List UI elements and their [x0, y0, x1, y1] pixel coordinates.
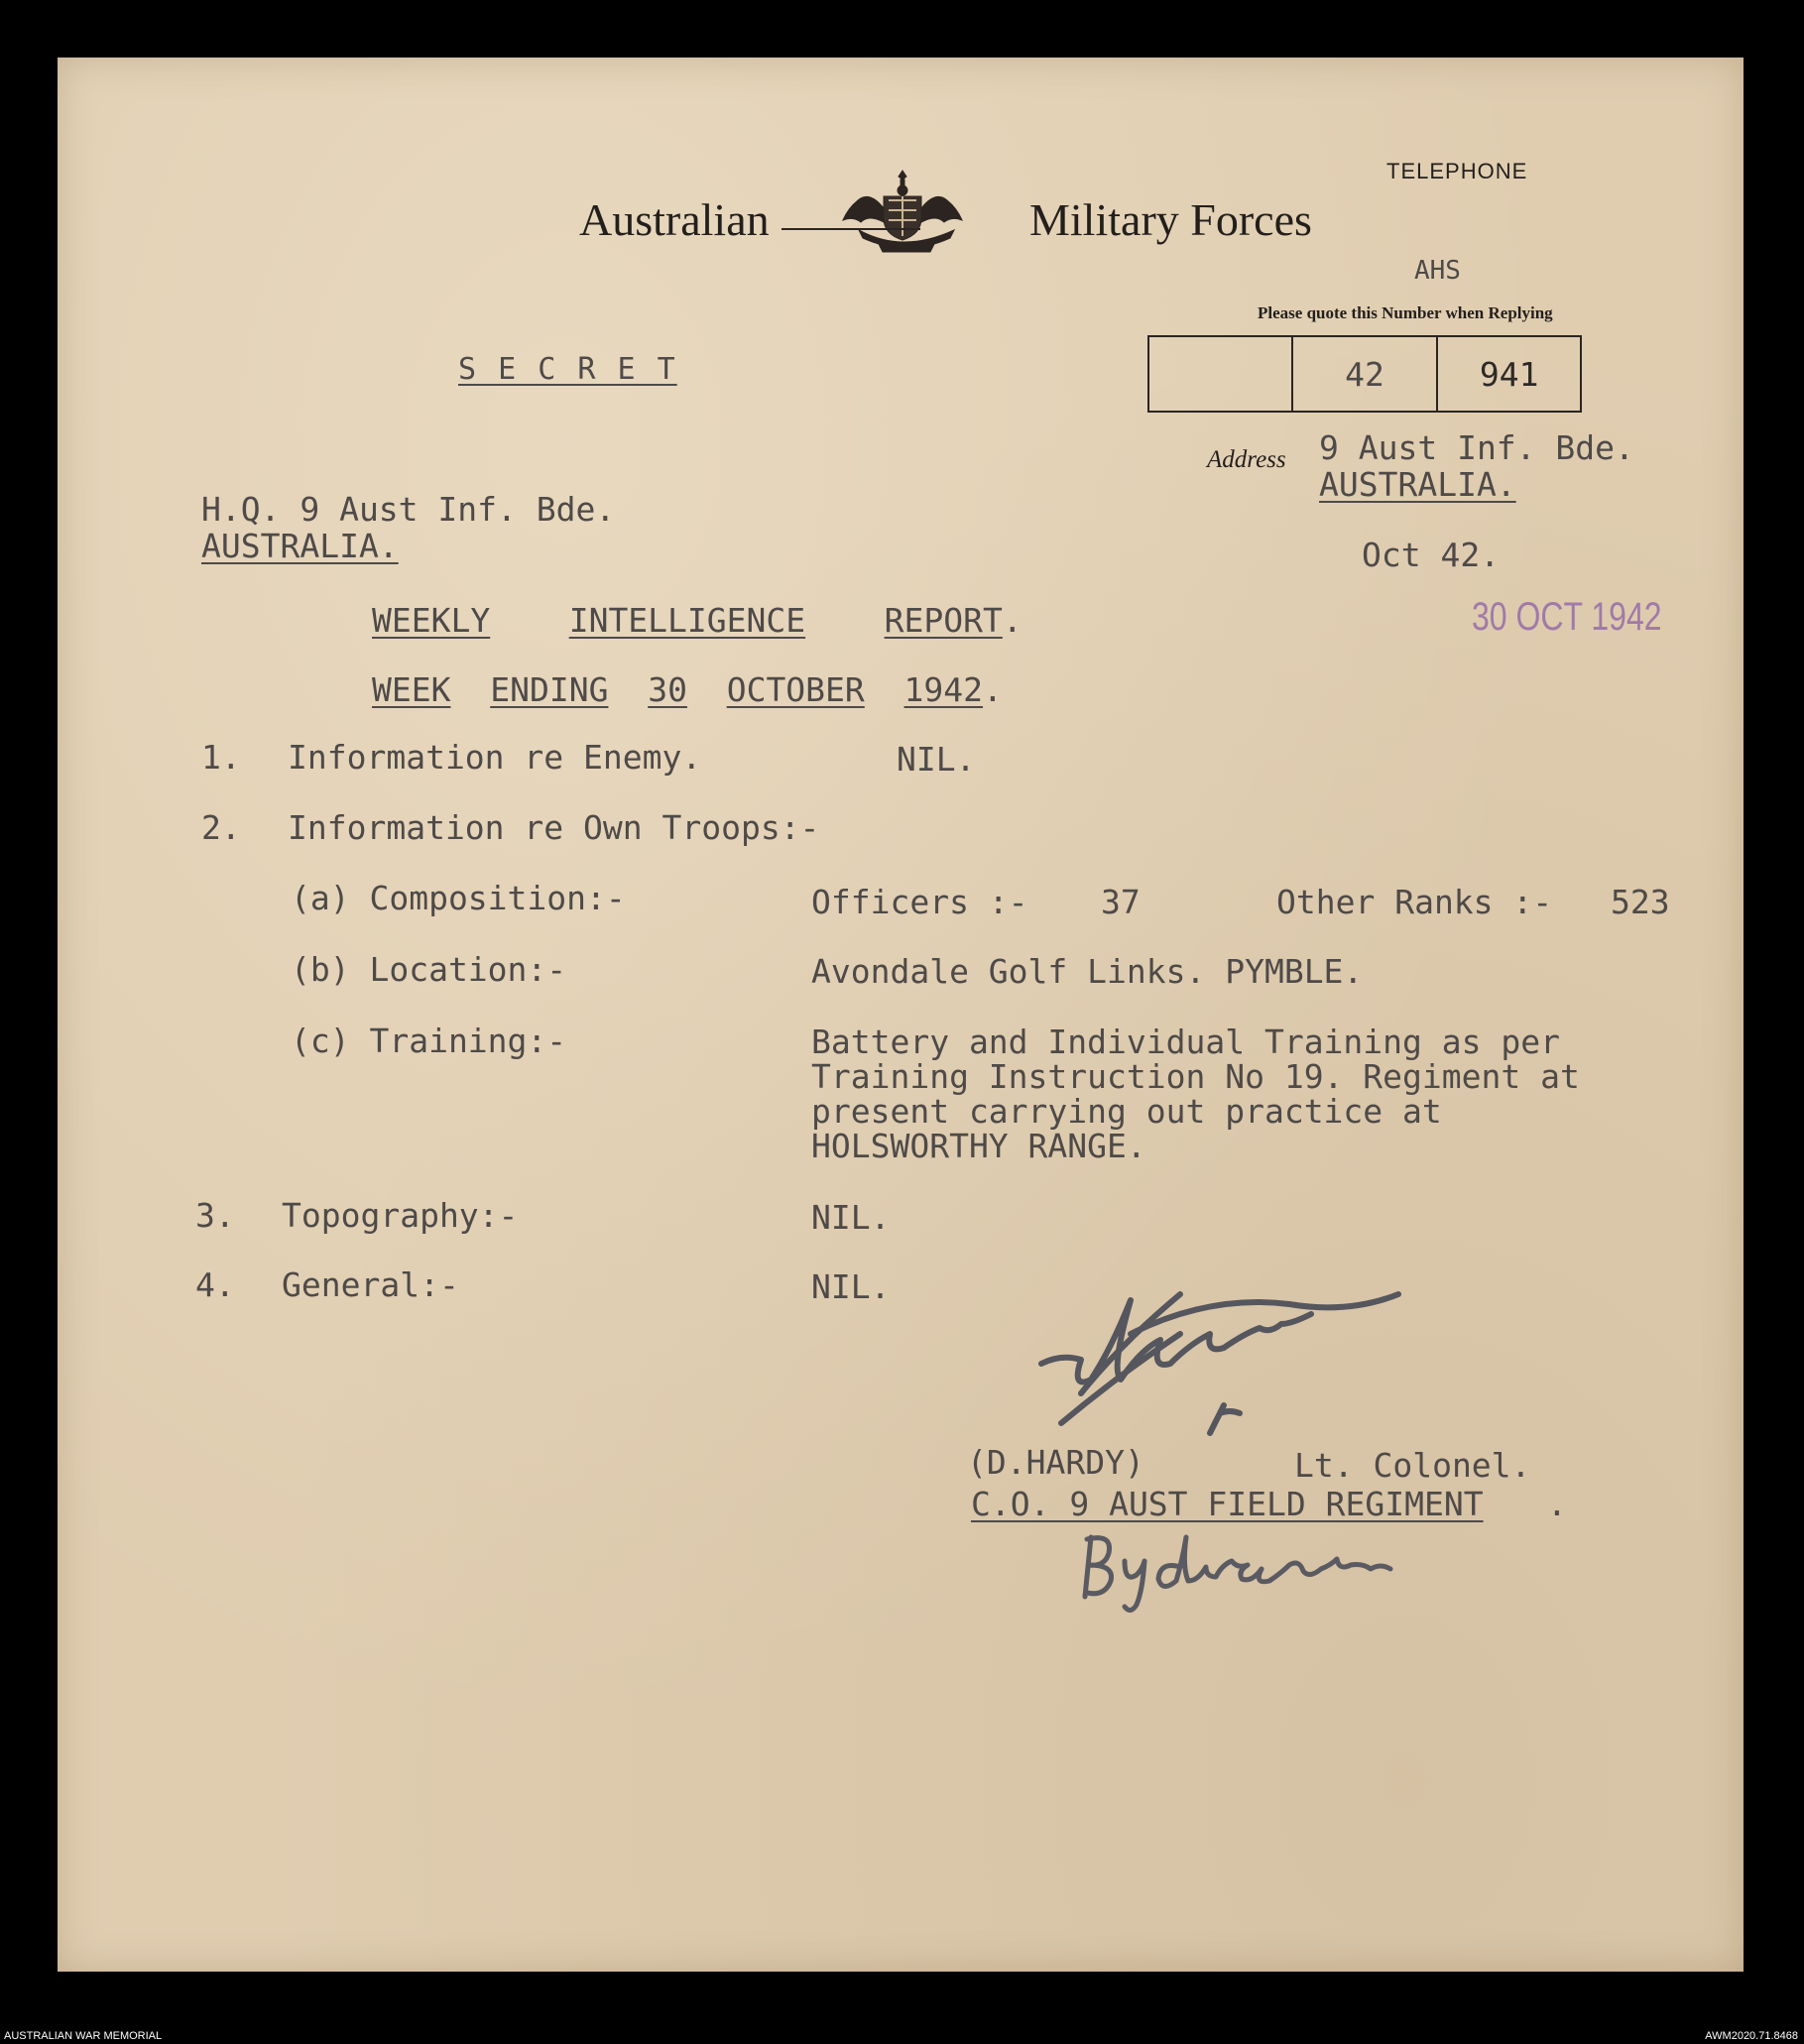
coat-of-arms-icon	[839, 169, 974, 260]
item-3-value: NIL.	[811, 1198, 891, 1237]
training-text	[811, 1024, 1580, 1163]
composition-label: (a) Composition:-	[291, 879, 626, 917]
reference-cell-2: 42	[1291, 337, 1437, 411]
report-period-word-1: WEEK	[372, 670, 451, 709]
footer-left: AUSTRALIAN WAR MEMORIAL	[4, 2030, 163, 2042]
report-title-word-2: INTELLIGENCE	[568, 601, 806, 640]
classification: S E C R E T	[458, 352, 677, 387]
report-title-word-1: WEEKLY	[372, 601, 491, 640]
report-title-word-3: REPORT	[884, 601, 1003, 640]
item-3-label: Topography:-	[282, 1196, 519, 1235]
report-period-word-3: 30	[648, 670, 687, 709]
reference-cell-1	[1149, 337, 1291, 411]
address-date: Oct 42.	[1362, 536, 1501, 574]
signature-scribble	[1022, 1274, 1438, 1453]
letterhead-right: Military Forces	[1029, 194, 1312, 245]
officers-label: Officers :-	[811, 883, 1028, 921]
training-line-1: Battery and Individual Training as per	[811, 1022, 1560, 1061]
letterhead-rule	[782, 228, 920, 230]
report-period-word-4: OCTOBER	[726, 670, 865, 709]
location-value: Avondale Golf Links. PYMBLE.	[811, 952, 1364, 991]
item-1-label: Information re Enemy.	[288, 738, 702, 777]
telephone-label: TELEPHONE	[1386, 159, 1528, 183]
signatory-position: C.O. 9 AUST FIELD REGIMENT	[971, 1485, 1484, 1523]
signatory-name: (D.HARDY)	[967, 1443, 1144, 1482]
other-ranks-label: Other Ranks :-	[1276, 883, 1553, 921]
officers-value: 37	[1101, 883, 1141, 921]
location-label: (b) Location:-	[291, 950, 567, 989]
handwritten-note	[1061, 1527, 1478, 1617]
signatory-rank: Lt. Colonel.	[1294, 1446, 1531, 1485]
address-line1: 9 Aust Inf. Bde.	[1319, 428, 1634, 467]
training-line-2: Training Instruction No 19. Regiment at	[811, 1057, 1580, 1096]
telephone-value: AHS	[1414, 256, 1461, 286]
training-line-3: present carrying out practice at	[811, 1092, 1442, 1131]
report-period-word-2: ENDING	[490, 670, 609, 709]
address-label: Address	[1207, 446, 1286, 473]
signatory-position-end: .	[1547, 1485, 1567, 1523]
reference-number-box	[1147, 335, 1582, 413]
footer-right: AWM2020.71.8468	[1705, 2030, 1798, 2042]
report-period: WEEK ENDING 30 OCTOBER 1942.	[372, 670, 1003, 709]
recipient-line2: AUSTRALIA.	[201, 527, 399, 565]
reference-prompt: Please quote this Number when Replying	[1258, 303, 1553, 322]
report-period-word-5: 1942	[903, 670, 984, 709]
letterhead-left: Australian	[579, 194, 770, 245]
item-4-value: NIL.	[811, 1267, 891, 1306]
item-2-label: Information re Own Troops:-	[288, 808, 820, 847]
address-line2: AUSTRALIA.	[1319, 465, 1516, 504]
other-ranks-value: 523	[1611, 883, 1670, 921]
training-label: (c) Training:-	[291, 1022, 567, 1060]
item-2-number: 2.	[201, 808, 241, 847]
recipient-line1: H.Q. 9 Aust Inf. Bde.	[201, 490, 616, 529]
report-title: WEEKLY INTELLIGENCE REPORT.	[372, 601, 1022, 640]
item-3-number: 3.	[195, 1196, 235, 1235]
item-4-label: General:-	[282, 1265, 459, 1304]
reference-cell-3: 941	[1436, 337, 1580, 411]
item-1-number: 1.	[201, 738, 241, 777]
training-line-4: HOLSWORTHY RANGE.	[811, 1127, 1146, 1165]
item-1-value: NIL.	[897, 740, 976, 779]
item-4-number: 4.	[195, 1265, 235, 1304]
date-stamp: 30 OCT 1942	[1472, 595, 1662, 639]
